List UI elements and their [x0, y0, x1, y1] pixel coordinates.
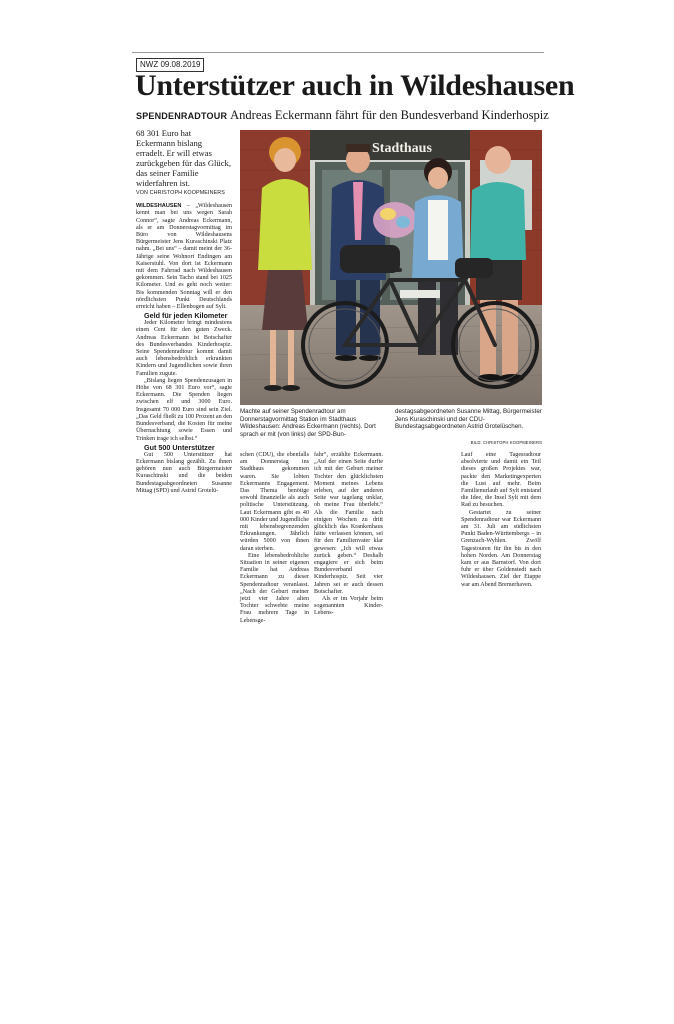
- caption-left: Machte auf seiner Spendenradtour am Donnerstagvormittag Station im Stadthaus Wildeshausen: Andreas Eckermann (rechts). Dort sprach er mit (von links) der SPD-Bun-: [240, 408, 376, 438]
- text-column-b: [314, 452, 383, 618]
- article-paragraph: Eine lebensbedrohliche Situation in seiner eigenen Familie hat Andreas Eckermann zu dieser Spendenradtour veranlasst. „Nach der Geburt meiner jetzt vier Jahre alten Tochter schwebte meine Frau mehrere Tage in Lebensge-: [240, 552, 309, 624]
- photo-caption: [240, 408, 542, 447]
- subheading: Geld für jeden Kilometer: [144, 311, 228, 321]
- dateline: WILDESHAUSEN: [136, 203, 182, 210]
- article-paragraph: Als er im Vorjahr beim sogenannten Kinder-Lebens-: [314, 596, 383, 617]
- headline: Unterstützer auch in Wildeshausen: [135, 69, 575, 102]
- article-paragraph: Gut 500 Unterstützer hat Eckermann bislang gezählt. Zu ihnen gehören nun auch Bürgermeister Kuraschinski und die beiden Bundestagsabgeordneten Susanne Mittag (SPD) und Astrid Grotelü-: [136, 451, 232, 494]
- caption-right: destagsabgeordneten Susanne Mittag, Bürgermeister Jens Kuraschinski und der CDU-Bundestagsabgeordneten Astrid Grotelüschen.: [395, 408, 542, 431]
- article-paragraph: Gestartet zu seiner Spendenradtour war Eckermann am 31. Juli am südlichsten Punkt Baden-Württembergs – in Grenzach-Wyhlen. Zwölf Tagestouren für ihn bis in den hohen Norden. Am Donnerstag kam er aus Barnstorf. Von dort fuhr er über Goldenstedt nach Wildeshausen. Ziel der Etappe war am Abend Bremerhaven.: [461, 509, 541, 588]
- paragraph-text: – „Wildeshausen kennt man bei uns wegen Sarah Connor“, sagte Andreas Eckermann, als er am Donnerstagvormittag im Büro von Wildeshausens Bürgermeister Jens Kuraschinski Platz nahm. „Bei uns“ – damit meint der 36-Jährige seine Wohnort Endingen am Kaiserstuhl. Von dort ist Eckermann mit dem Fahrrad nach Wildeshausen gekommen. Sein Tacho stand bei 1025 Kilometer. Und es geht noch weiter: Bis kommenden Sonntag will er den nördlichsten Punkt Deutschlands erreicht haben – Ellenbogen auf Sylt.: [136, 203, 232, 311]
- subheadline: Andreas Eckermann fährt für den Bundesverband Kinderhospiz: [230, 108, 549, 122]
- text-column-c: [461, 452, 541, 589]
- article-photo: [240, 130, 542, 405]
- text-column-a: [240, 452, 309, 625]
- photo-illustration: [240, 130, 542, 405]
- kicker-line: [136, 108, 556, 123]
- article-paragraph: fahr“, erzählte Eckermann. „Auf der einen Seite durfte ich mit der Geburt meiner Tochter den glücklichsten Moment meines Lebens erleben, auf der anderen Seite war tagelang unklar, ob meine Frau überlebt.“ Als die Familie nach einigen Wochen zu dritt glücklich das Krankenhaus hätte verlassen können, sei für den Familienvater klar gewesen: „Ich will etwas zurück geben.“ Deshalb engagiere er sich beim Bundesverband Kinderhospiz. Seit vier Jahren sei er auch dessen Botschafter.: [314, 452, 383, 595]
- photo-credit: BILD: CHRISTOPH KOOPMEINERS: [470, 440, 542, 446]
- author-line: VON CHRISTOPH KOOPMEINERS: [136, 190, 225, 196]
- kicker: SPENDENRADTOUR: [136, 111, 228, 121]
- date-tag: NWZ 09.08.2019: [136, 58, 204, 72]
- article-paragraph: Lauf eine Tagesradtour absolvierte und damit ein Teil dieses großen Projektes war, packte den Marketingexperten die Lust auf mehr. Beim Familienurlaub auf Sylt entstand die Idee, die Insel Sylt mit dem Rad zu besuchen.: [461, 452, 541, 509]
- article-paragraph: „Bislang liegen Spendenzusagen in Höhe von 68 301 Euro vor“, sagte Eckermann. Die Spenden liegen zwischen elf und 3000 Euro. Insgesamt 70 000 Euro sind sein Ziel. „Das Geld fließt zu 100 Prozent an den Bundesverband, die Kosten für meine Übernachtung sowie Essen und Trinken trage ich selbst.“: [136, 377, 232, 442]
- left-column: [136, 128, 232, 495]
- photo-sign-text: Stadthaus: [372, 141, 432, 156]
- article-paragraph: [136, 203, 232, 311]
- top-rule: [132, 52, 544, 53]
- lead-paragraph: 68 301 Euro hat Eckermann bislang erradelt. Er will etwas zurückgeben für das Glück, das seiner Familie widerfahren ist.: [136, 128, 231, 188]
- article-paragraph: Jeder Kilometer bringt mindestens einen Cent für den guten Zweck. Andreas Eckermann ist Botschafter des Bundesverbandes Kinderhospiz. Seine Spendenradtour kommt damit auch lebensbedrohlich erkrankten Kindern und Jugendlichen sowie ihren Familien zugute.: [136, 320, 232, 377]
- subheading: Gut 500 Unterstützer: [144, 442, 215, 452]
- article-paragraph: schen (CDU), die ebenfalls am Donnerstag ins Stadthaus gekommen waren. Sie lobten Eckermanns Engagement. Das Thema benötige sowohl finanzielle als auch politische Unterstützung. Laut Eckermann gibt es 40 000 Kinder und Jugendliche mit lebensbegrenzenden Erkrankungen. Jährlich würden 5000 von ihnen daran sterben.: [240, 452, 309, 552]
